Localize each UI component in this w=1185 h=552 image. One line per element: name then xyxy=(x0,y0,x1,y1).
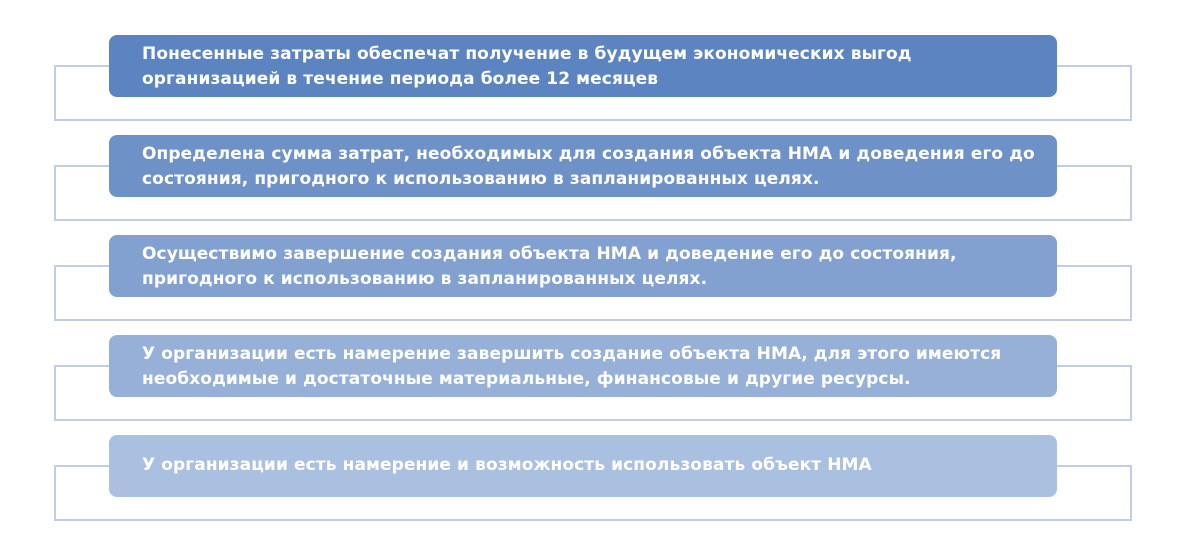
diagram-item-1 xyxy=(0,35,1185,135)
diagram-item-3 xyxy=(0,235,1185,335)
item-box: Понесенные затраты обеспечат получение в будущем экономических выгод организацией в течение периода более 12 месяцев xyxy=(109,35,1057,97)
item-box: Определена сумма затрат, необходимых для создания объекта НМА и доведения его до состояния, пригодного к использованию в запланированных целях. xyxy=(109,135,1057,197)
item-box: Осуществимо завершение создания объекта НМА и доведение его до состояния, пригодного к использованию в запланированных целях. xyxy=(109,235,1057,297)
diagram-item-2 xyxy=(0,135,1185,235)
diagram-item-5 xyxy=(0,435,1185,535)
diagram-item-4 xyxy=(0,335,1185,435)
item-box: У организации есть намерение и возможность использовать объект НМА xyxy=(109,435,1057,497)
item-box: У организации есть намерение завершить создание объекта НМА, для этого имеются необходимые и достаточные материальные, финансовые и другие ресурсы. xyxy=(109,335,1057,397)
